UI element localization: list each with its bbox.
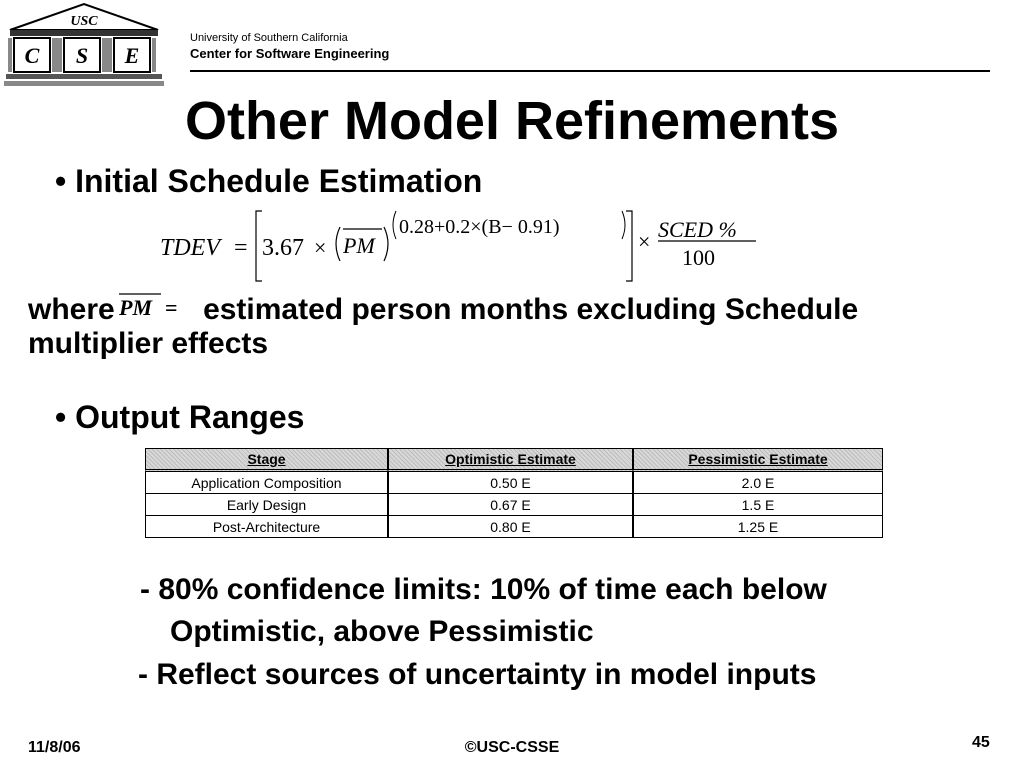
logo-letter-e: E (124, 43, 140, 68)
cell-optimistic: 0.67 E (388, 494, 633, 516)
cell-pessimistic: 2.0 E (633, 472, 883, 494)
output-ranges-table (145, 448, 883, 538)
cell-stage: Application Composition (145, 472, 388, 494)
cell-optimistic: 0.80 E (388, 516, 633, 538)
cell-pessimistic: 1.5 E (633, 494, 883, 516)
logo-letter-s: S (75, 43, 89, 68)
logo-usc-text: USC (70, 14, 98, 29)
slide-title: Other Model Refinements (184, 91, 840, 151)
cell-stage: Early Design (145, 494, 388, 516)
note-uncertainty: - Reflect sources of uncertainty in model inputs (138, 658, 817, 691)
bullet-output-ranges: • Output Ranges (55, 399, 305, 435)
formula-pm: PM (343, 233, 375, 258)
note-confidence-line2: Optimistic, above Pessimistic (170, 615, 594, 648)
where-description: estimated person months excluding Schedule multiplier effects (28, 293, 859, 360)
table-header-row (145, 448, 883, 472)
formula-lhs: TDEV (160, 235, 220, 261)
formula-exponent: 0.28+0.2×(B− 0.91) (399, 216, 560, 238)
table-row (145, 472, 883, 494)
where-pm-symbol (115, 291, 195, 321)
header-stage: Stage (145, 448, 388, 472)
header-university: University of Southern California (190, 32, 348, 44)
svg-text:=: = (164, 295, 178, 320)
formula-times-1: × (314, 235, 327, 260)
table-row (145, 494, 883, 516)
footer-page-number: 45 (972, 734, 990, 751)
svg-text:PM: PM (118, 295, 152, 320)
formula-denominator: 100 (682, 245, 715, 270)
header-optimistic: Optimistic Estimate (388, 448, 633, 472)
note-confidence-line1: - 80% confidence limits: 10% of time each below (140, 573, 827, 606)
logo-letter-c: C (24, 43, 40, 68)
formula-numerator: SCED % (658, 217, 737, 242)
header-divider (190, 70, 990, 72)
header-pessimistic: Pessimistic Estimate (633, 448, 883, 472)
formula-coef: 3.67 (262, 235, 304, 261)
usc-cse-logo (4, 2, 164, 88)
footer-date: 11/8/06 (28, 739, 81, 756)
formula-times-2: × (638, 229, 651, 254)
cell-pessimistic: 1.25 E (633, 516, 883, 538)
bullet-initial-schedule: • Initial Schedule Estimation (55, 163, 483, 199)
footer-copyright: ©USC-CSSE (464, 739, 560, 756)
where-lead: where (28, 293, 115, 326)
header-center-name: Center for Software Engineering (190, 46, 390, 61)
cell-optimistic: 0.50 E (388, 472, 633, 494)
cell-stage: Post-Architecture (145, 516, 388, 538)
formula-equals: = (234, 235, 248, 261)
table-row (145, 516, 883, 538)
where-definition (28, 291, 988, 361)
tdev-formula (150, 205, 770, 285)
